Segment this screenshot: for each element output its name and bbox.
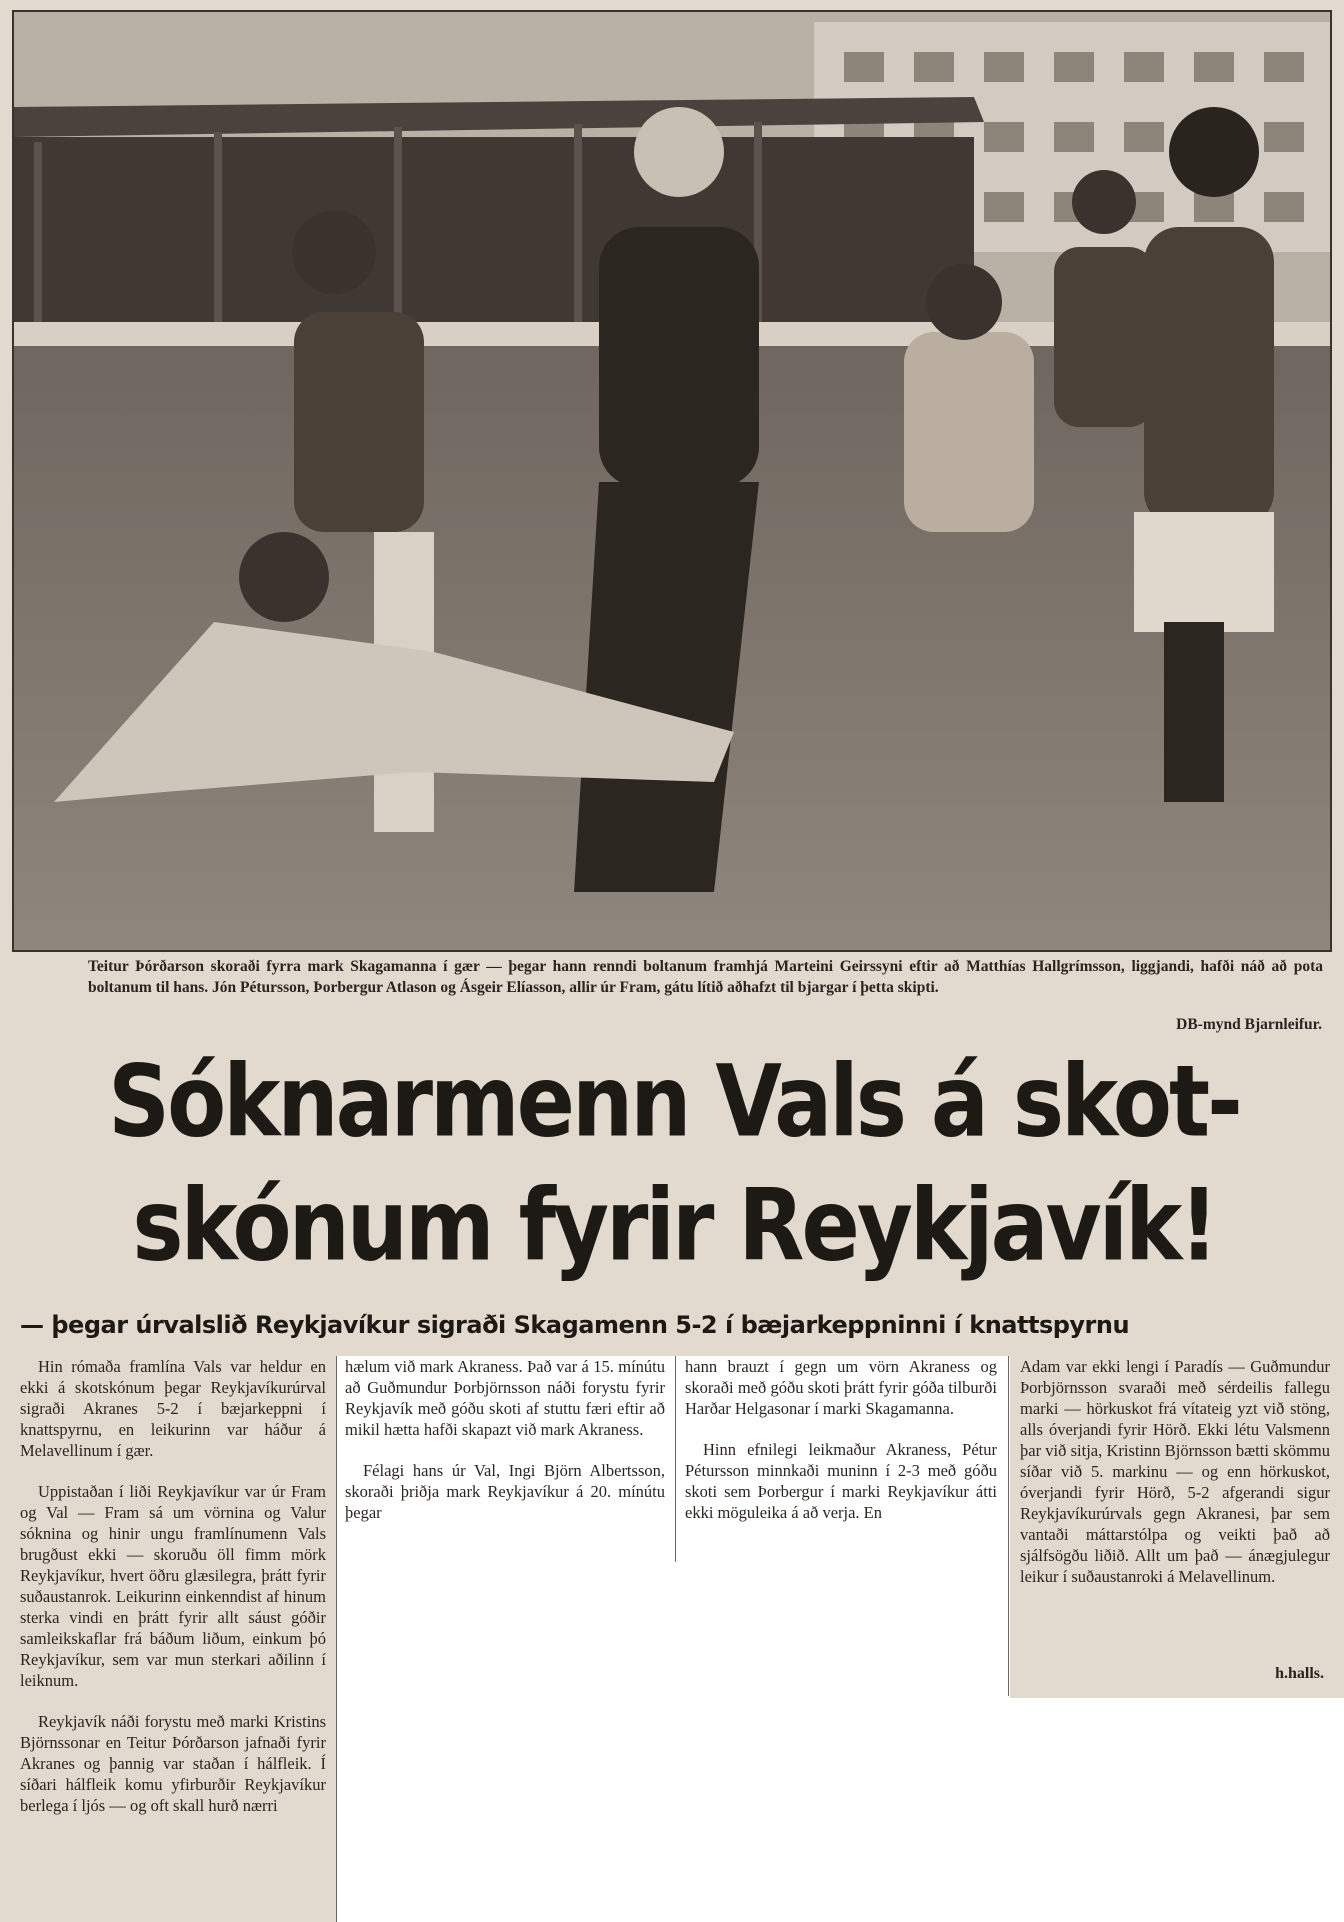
article-column-1 [20,1356,326,1836]
column-divider [675,1356,676,1562]
paragraph: hælum við mark Akraness. Það var á 15. mínútu að Guðmundur Þorbjörnsson náði forystu fyrir Reykjavík með góðu skoti af stuttu færi eftir að mikil hætta hafði skapazt við mark Akraness. [345,1357,665,1439]
column-divider [336,1356,337,1922]
article-column-3 [685,1356,997,1543]
paragraph: Hin rómaða framlína Vals var heldur en ekki á skotskónum þegar Reykjavíkurúrval sigraði Akranes 5-2 í bæjarkeppni í knattspyrnu, en leikurinn var háður á Melavellinum í gær. [20,1357,326,1460]
article-column-2 [345,1356,665,1543]
photo-credit: DB-mynd Bjarnleifur. [1176,1016,1322,1033]
column-divider [1008,1356,1009,1696]
article-column-4 [1020,1356,1330,1607]
headline [18,1040,1330,1288]
subheadline: — þegar úrvalslið Reykjavíkur sigraði Skagamenn 5-2 í bæjarkeppninni í knattspyrnu [20,1311,1130,1339]
paragraph: Hinn efnilegi leikmaður Akraness, Pétur Pétursson minnkaði muninn í 2-3 með góðu skoti sem Þorbergur í marki Reykjavíkur átti ekki möguleika á að verja. En [685,1440,997,1522]
headline-line-1: Sóknarmenn Vals á skot- [108,1044,1240,1160]
author-signature: h.halls. [1275,1665,1324,1682]
headline-line-2: skónum fyrir Reykjavík! [132,1168,1216,1284]
paragraph: Uppistaðan í liði Reykjavíkur var úr Fram og Val — Fram sá um vörnina og Valur sóknina og hinir ungu framlínumenn Vals brugðust ekki — skoruðu öll fimm mörk Reykjavíkur, hvert öðru glæsilegra, þrátt fyrir suðaustanrok. Leikurinn einkenndist af hinum sterka vindi en þrátt fyrir allt sáust góðir samleikskaflar frá báðum liðum, einkum þó Reykjavíkur, sem var mun sterkari aðilinn í leiknum. [20,1482,326,1690]
football-match-photo [12,10,1332,952]
paragraph: hann brauzt í gegn um vörn Akraness og skoraði með góðu skoti þrátt fyrir góða tilburði Harðar Helgasonar í marki Skagamanna. [685,1357,997,1418]
paragraph: Félagi hans úr Val, Ingi Björn Albertsson, skoraði þriðja mark Reykjavíkur á 20. mínútu þegar [345,1461,665,1522]
photo-caption: Teitur Þórðarson skoraði fyrra mark Skagamanna í gær — þegar hann renndi boltanum framhjá Marteini Geirssyni eftir að Matthías Hallgrímsson, liggjandi, hafði náð að pota boltanum til hans. Jón Pétursson, Þorbergur Atlason og Ásgeir Elíasson, allir úr Fram, gátu lítið aðhafzt til bjargar í þetta skipti. [88,958,1323,996]
paragraph: Reykjavík náði forystu með marki Kristins Björnssonar en Teitur Þórðarson jafnaði fyrir Akranes og þannig var staðan í hálfleik. Í síðari hálfleik komu yfirburðir Reykjavíkur berlega í ljós — og oft skall hurð nærri [20,1712,326,1815]
paragraph: Adam var ekki lengi í Paradís — Guðmundur Þorbjörnsson svaraði með sérdeilis fallegu marki — hörkuskot frá vítateig yzt við stöng, alls óverjandi fyrir Hörð. Ekki létu Valsmenn þar við sitja, Kristinn Björnsson bætti skömmu síðar við 5. markinu — og enn hörkuskot, óverjandi fyrir Hörð, 5-2 afgerandi sigur Reykjavíkurúrvals gegn Akranesi, þar sem vantaði máttarstólpa og veikti það að sjálfsögðu liðið. Allt um það — ánægjulegur leikur í suðaustanroki á Melavellinum. [1020,1357,1330,1586]
